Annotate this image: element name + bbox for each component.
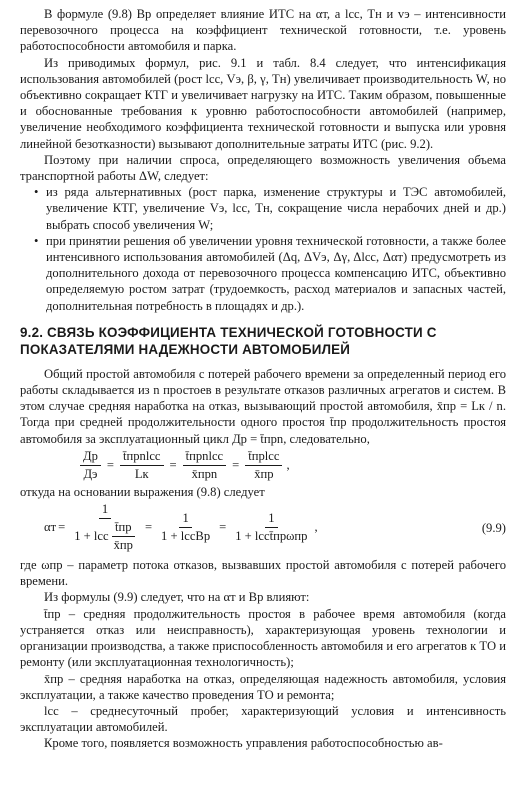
denominator-term: 1 + lсс bbox=[74, 529, 109, 544]
numerator: 1 bbox=[99, 502, 111, 519]
bullet-list bbox=[20, 184, 506, 314]
numerator: 1 bbox=[265, 511, 277, 528]
term-symbol: t̄пр – bbox=[44, 606, 76, 621]
text-run: продолжительность простоя автомобиля за эксплуатационный цикл bbox=[20, 415, 506, 446]
term-symbol: x̄пр – bbox=[44, 671, 75, 686]
denominator: x̄пр bbox=[113, 538, 133, 553]
formula-punctuation: , bbox=[286, 458, 290, 473]
numerator: t̄прnlсс bbox=[120, 449, 164, 466]
term-text: средняя наработка на отказ, определяющая надежность автомобиля, условия эксплуатации, а также качество проведения ТО и ремонта; bbox=[20, 671, 506, 702]
denominator: Lк bbox=[134, 466, 149, 481]
fraction bbox=[232, 511, 310, 544]
definition-item bbox=[20, 606, 506, 671]
bullet-item: • из ряда альтернативных (рост парка, изменение структуры и ТЭС автомобилей, увеличение КТГ, увеличение Vэ, lсс, Тн, сокращение числа нерабочих дней и др.) выбрать способ увеличения W; bbox=[20, 184, 506, 233]
paragraph: Поэтому при наличии спроса, определяющего возможность увеличения объема транспортной работы ΔW, следует: bbox=[20, 152, 506, 184]
fraction bbox=[80, 449, 101, 482]
equals-sign: = bbox=[169, 458, 177, 473]
formula-punctuation: , bbox=[314, 520, 318, 535]
bullet-item: • при принятии решения об увеличении уровня технической готовности, а также более интенсивного использования автомобилей (Δq, ΔVэ, Δγ, Δlсс, Δαт) предусмотреть из дополнительного дохода от перевозочного процесса компенсацию ИТС, объективно определяемую ростом затрат (трудоемкость, расход материалов и запасных частей, дополнительная потребность в площадях и др.). bbox=[20, 233, 506, 314]
section-heading: 9.2. СВЯЗЬ КОЭФФИЦИЕНТА ТЕХНИЧЕСКОЙ ГОТОВНОСТИ С ПОКАЗАТЕЛЯМИ НАДЕЖНОСТИ АВТОМОБИЛЕЙ bbox=[20, 324, 437, 357]
text-run: Тогда при средней продолжительности одного простоя bbox=[20, 415, 325, 430]
nested-fraction bbox=[111, 520, 136, 553]
numerator: t̄прnlсс bbox=[183, 449, 227, 466]
denominator bbox=[71, 519, 139, 553]
inline-formula: Др = t̄прn, bbox=[232, 431, 287, 446]
term-text: среднесуточный пробег, характеризующий условия и интенсивность эксплуатации автомобилей. bbox=[20, 703, 506, 735]
paragraph: В формуле (9.8) Вр определяет влияние ИТС на αт, а lсс, Тн и vэ – интенсивности перевозочного процесса на коэффициент технической готовности, т.е. уровень работоспособности автомобиля и парка. bbox=[20, 7, 506, 54]
denominator: 1 + lссt̄прωпр bbox=[235, 529, 308, 544]
fraction bbox=[71, 502, 139, 553]
equals-sign: = bbox=[232, 458, 240, 473]
inline-formula: t̄пр bbox=[330, 415, 347, 430]
paragraph: где ωпр – параметр потока отказов, вызвавших простой автомобиля с потерей рабочего времени. bbox=[20, 558, 506, 589]
equals-sign: = bbox=[58, 520, 66, 535]
paragraph bbox=[20, 366, 506, 447]
text-run: Общий простой автомобиля с потерей рабочего времени за определенный период его работы складывается из n простоев в результате отказов различных агрегатов и систем. В этом случае средняя наработка на отказ, вызывающий простой автомобиля, bbox=[20, 366, 506, 414]
equals-sign: = bbox=[106, 458, 114, 473]
paragraph: Из формулы (9.9) следует, что на αт и Вр влияют: bbox=[44, 590, 310, 605]
denominator: 1 + lссВр bbox=[161, 529, 211, 544]
denominator: x̄прn bbox=[191, 466, 218, 481]
paragraph: Кроме того, появляется возможность управления работоспособностью ав- bbox=[44, 736, 443, 751]
numerator: 1 bbox=[179, 511, 191, 528]
denominator: x̄пр bbox=[254, 466, 274, 481]
fraction bbox=[120, 449, 164, 482]
term-text: средняя продолжительность простоя в рабочее время автомобиля (когда устраняется отказ или неисправность), характеризующая уровень технологии и организации производства, а также приспособленность автомобиля и его агрегатов к ТО и ремонту (или эксплуатационная технологичность); bbox=[20, 606, 506, 670]
formula-9-9 bbox=[44, 502, 506, 553]
paragraph: откуда на основании выражения (9.8) следует bbox=[20, 484, 265, 499]
fraction bbox=[158, 511, 213, 544]
formula-ratio bbox=[76, 449, 506, 482]
fraction bbox=[245, 449, 282, 482]
equation-number: (9.9) bbox=[481, 520, 506, 535]
paragraph: Из приводимых формул, рис. 9.1 и табл. 8.4 следует, что интенсификация использования автомобилей (рост lсс, Vэ, β, γ, Тн) увеличивает производительность W, но объективно сокращает КТГ и увеличивает нагрузку на ИТС. Таким образом, повышенные и обоснованные требования к уровню работоспособности автомобилей (например, увеличение необходимого коэффициента технической готовности и выпуска или уровня линейной безотказности) вызывают дополнительные затраты ИТС (рис. 9.2). bbox=[20, 55, 506, 151]
equals-sign: = bbox=[144, 520, 153, 535]
denominator: Дэ bbox=[83, 466, 98, 481]
numerator: t̄пр bbox=[112, 520, 135, 537]
equals-sign: = bbox=[219, 520, 227, 535]
text-run: следовательно, bbox=[289, 431, 370, 446]
numerator: Др bbox=[80, 449, 101, 466]
definition-item bbox=[20, 671, 506, 703]
numerator: t̄прlсс bbox=[245, 449, 282, 466]
definition-item bbox=[20, 703, 506, 735]
formula-lhs: αт bbox=[44, 520, 57, 535]
inline-formula: x̄пр = Lк / n. bbox=[436, 399, 507, 414]
term-symbol: lсс – bbox=[44, 703, 78, 718]
fraction bbox=[183, 449, 227, 482]
